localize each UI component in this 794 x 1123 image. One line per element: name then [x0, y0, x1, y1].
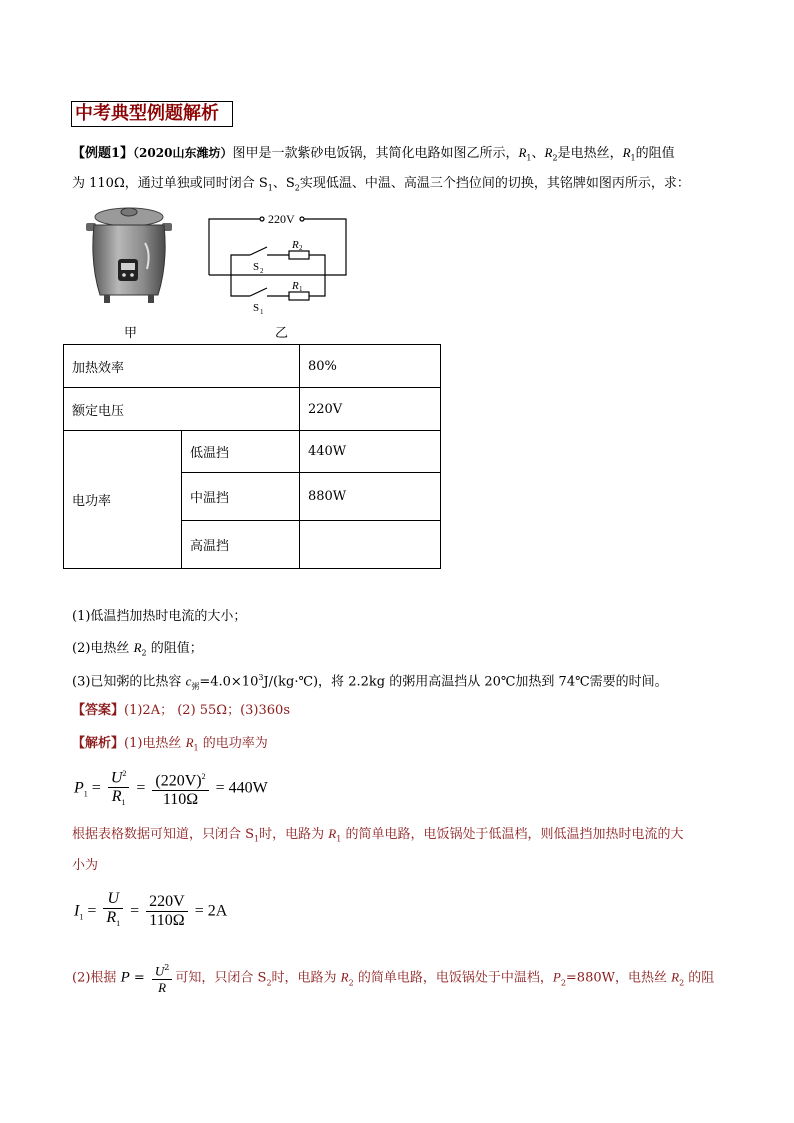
analysis-tag: 【解析】: [72, 736, 125, 751]
p2-sub1: 1: [254, 834, 260, 844]
r1b-sub: 1: [630, 153, 636, 163]
p3-p: P: [120, 969, 130, 986]
q2-b: 的阻值；: [146, 641, 203, 656]
answer-line: [72, 701, 732, 721]
analysis-intro-b: 的电功率为: [198, 736, 268, 751]
f2-num: U: [107, 890, 120, 907]
p2-rsub: 1: [336, 834, 342, 844]
example-source: （2020山东潍坊）: [133, 146, 233, 160]
table-row: [64, 431, 441, 473]
voltage-value: 220V: [299, 388, 440, 431]
p3-num: U: [154, 963, 165, 979]
analysis-intro: [72, 733, 732, 759]
r1b-symbol: R: [622, 145, 631, 160]
figure-label-jia: 甲: [124, 326, 138, 341]
question-2: [72, 638, 732, 664]
q2-sub: 2: [141, 648, 147, 658]
line2-sub2: 2: [294, 183, 300, 193]
f1-frac-2: [152, 768, 208, 809]
line2-a: 为 110Ω，通过单独或同时闭合 S: [72, 176, 268, 191]
p3-f: 的阻: [684, 970, 715, 986]
q2-a: (2)电热丝: [72, 641, 134, 656]
low-label: 低温挡: [181, 431, 299, 473]
example-text-3: 的阻值: [635, 146, 675, 161]
f1-p: P: [74, 779, 84, 797]
answer-text: (1)2A； (2) 55Ω；(3)360s: [124, 703, 290, 718]
efficiency-label: 加热效率: [64, 345, 300, 388]
f2-frac-2: [146, 893, 188, 930]
circuit-voltage-label: 220V: [268, 212, 295, 226]
f1-den2: 110Ω: [162, 791, 199, 809]
high-label: 高温挡: [181, 521, 299, 569]
mid-label: 中温挡: [181, 473, 299, 521]
q2-r: R: [133, 640, 142, 655]
circuit-s1-label: S: [253, 302, 260, 314]
p3-r2: R: [671, 969, 680, 985]
circuit-s1-sub: 1: [260, 308, 264, 316]
example-line-1: [72, 143, 732, 169]
p3-a: (2)根据: [72, 970, 121, 986]
circuit-r1-sub: 1: [299, 285, 303, 293]
f2-result: = 2A: [194, 902, 228, 920]
rice-cooker-image: [80, 203, 178, 311]
p3-rsub: 2: [348, 978, 354, 988]
high-value: [299, 521, 440, 569]
f1-num2-sup: 2: [201, 772, 206, 782]
example-line-2: [72, 174, 732, 199]
q3-sub: 粥: [191, 681, 200, 691]
section-title: 中考典型例题解析: [71, 101, 233, 127]
q3-a: (3)已知粥的比热容: [72, 674, 186, 690]
f1-num: U: [110, 769, 123, 787]
circuit-diagram: [205, 208, 353, 316]
circuit-s2-sub: 2: [260, 267, 264, 275]
f2-den-sub: 1: [116, 919, 121, 929]
line2-sub1: 1: [267, 183, 273, 193]
p3-p2: P: [552, 969, 561, 985]
analysis-intro-sub: 1: [193, 743, 199, 753]
f1-den: R: [111, 788, 122, 806]
p2-r: R: [328, 826, 337, 841]
f1-num-sup: 2: [122, 769, 127, 778]
r1-symbol: R: [518, 145, 527, 160]
circuit-s2-label: S: [253, 261, 260, 273]
answer-tag: 【答案】: [72, 703, 125, 718]
f2-den: R: [106, 909, 117, 926]
q3-c: c: [185, 673, 192, 689]
q3-b: =4.0×10: [199, 674, 259, 690]
p3-e: =880W，电热丝: [565, 970, 672, 986]
line2-mid: 、S: [272, 176, 295, 191]
p3-r2sub: 2: [679, 978, 685, 988]
p3-den: R: [158, 980, 167, 996]
formula-current-low: $I_1$ = $\frac{U}{R_1}$ = $\frac{220V}{110\Omega}$ = 2A: [74, 890, 227, 933]
q3-sup: 3: [258, 673, 264, 682]
r2-sub: 2: [552, 153, 558, 163]
p3-c: 时，电路为: [271, 970, 341, 986]
p3-num-sup: 2: [164, 963, 170, 972]
question-1: (1)低温挡加热时电流的大小；: [72, 609, 247, 624]
efficiency-value: 80%: [299, 345, 440, 388]
p3-p2sub: 2: [560, 978, 566, 988]
analysis-intro-a: (1)电热丝: [124, 736, 186, 751]
p2-b: 时，电路为: [259, 827, 329, 842]
circuit-r1-label: R: [292, 280, 299, 292]
circuit-r2-label: R: [292, 239, 299, 251]
example-text-2: 是电热丝，: [557, 146, 623, 161]
sep: 、: [531, 146, 545, 161]
r1-sub: 1: [526, 153, 532, 163]
f2-sub: 1: [79, 912, 84, 922]
p3-d: 的简单电路，电饭锅处于中温档，: [353, 970, 553, 986]
p3-r: R: [340, 969, 349, 985]
f2-den2: 110Ω: [149, 912, 185, 930]
f2-frac-1: [103, 890, 123, 933]
f1-num2: (220V): [155, 772, 202, 790]
f1-frac-1: [108, 765, 130, 813]
q3-c2: J/(kg·℃)，将 2.2kg 的粥用高温挡从 20℃加热到 74℃需要的时间。: [263, 674, 668, 690]
f1-sub: 1: [83, 789, 88, 799]
table-row: [64, 388, 441, 431]
line2-end: 实现低温、中温、高温三个挡位间的切换，其铭牌如图丙所示，求：: [299, 176, 690, 191]
p3-b: 可知，只闭合 S: [175, 970, 267, 986]
question-3: [72, 668, 732, 697]
example-text-1: 图甲是一款紫砂电饭锅，其简化电路如图乙所示，: [232, 146, 519, 161]
mid-value: 880W: [299, 473, 440, 521]
analysis-paragraph-2b: 小为: [72, 858, 99, 873]
p3-sub: 2: [266, 978, 272, 988]
f1-den-sub: 1: [121, 798, 126, 808]
f2-num2: 220V: [146, 893, 188, 912]
table-row: [64, 345, 441, 388]
voltage-label: 额定电压: [64, 388, 300, 431]
analysis-paragraph-2: [72, 824, 732, 850]
p3-frac: [152, 960, 172, 996]
power-label: 电功率: [64, 431, 182, 569]
figure-label-yi: 乙: [275, 326, 289, 341]
f2-i: I: [74, 902, 80, 920]
example-tag: 【例题1】: [72, 146, 134, 161]
p2-a: 根据表格数据可知道，只闭合 S: [72, 827, 255, 842]
formula-power-r1: $P_1$ = $\frac{U^2}{R_1}$ = $\frac{(220V)^2}{110\Omega}$ = 440W: [74, 765, 268, 813]
analysis-paragraph-3: (2)根据 P = $\frac{U^2}{R}$ 可知，只闭合 $S_2$时，电路为 $R_2$ 的简单电路，电饭锅处于中温档，$P_2=880W$，电热丝 $R_2$ 的阻: [72, 960, 732, 996]
p2-c: 的简单电路，电饭锅处于低温档，则低温挡加热时电流的大: [341, 827, 684, 842]
low-value: 440W: [299, 431, 440, 473]
f1-result: = 440W: [215, 779, 268, 797]
r2-symbol: R: [544, 145, 553, 160]
nameplate-table: [63, 344, 441, 569]
analysis-intro-r: R: [185, 735, 194, 750]
circuit-r2-sub: 2: [299, 244, 303, 252]
